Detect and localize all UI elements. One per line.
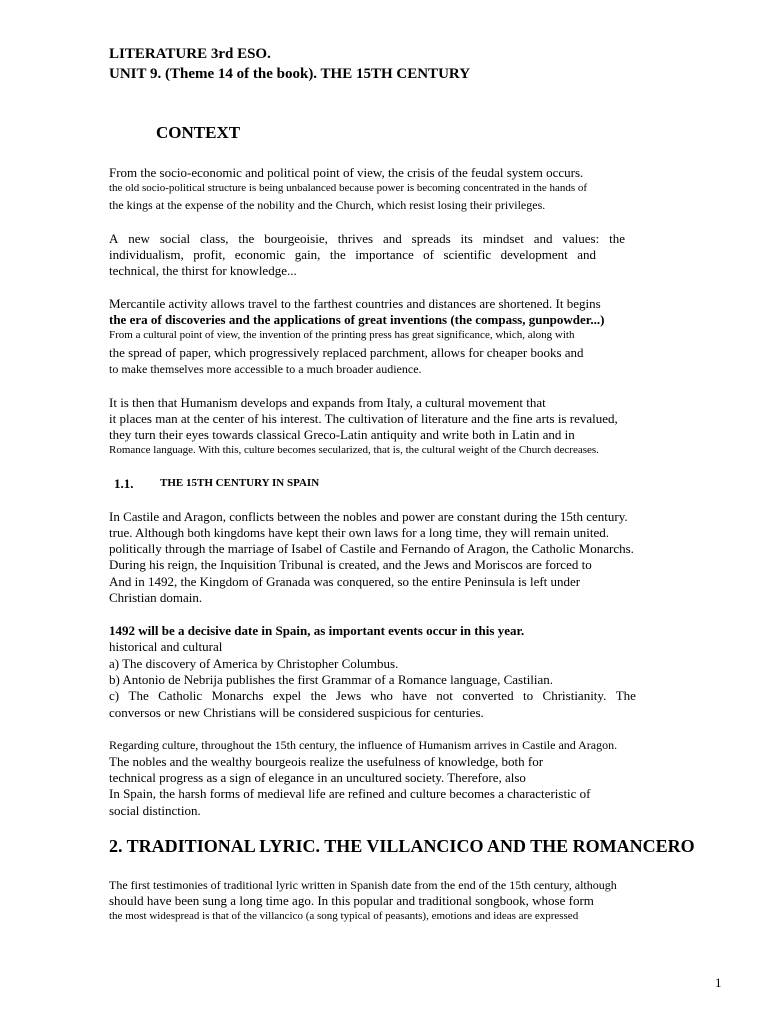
list-item: b) Antonio de Nebrija publishes the first Grammar of a Romance language, Castilian.: [109, 672, 554, 687]
justified-line: individualism, profit, economic gain, the importance of scientific development and: [109, 247, 596, 262]
justified-line: A new social class, the bourgeoisie, thrives and spreads its mindset and values: the: [109, 231, 625, 246]
section-title: THE 15TH CENTURY IN SPAIN: [160, 477, 320, 489]
paragraph-line: conversos or new Christians will be considered suspicious for centuries.: [109, 705, 484, 720]
paragraph-line: Regarding culture, throughout the 15th century, the influence of Humanism arrives in Castile and Aragon.: [109, 738, 618, 752]
section-number: 1.1.: [114, 476, 134, 491]
paragraph-line: true. Although both kingdoms have kept their own laws for a long time, they will remain united.: [109, 525, 610, 540]
paragraph-line: the kings at the expense of the nobility and the Church, which resist losing their privileges.: [109, 198, 546, 212]
paragraph-line: The nobles and the wealthy bourgeois realize the usefulness of knowledge, both for: [109, 754, 544, 769]
paragraph-line: the spread of paper, which progressively replaced parchment, allows for cheaper books and: [109, 345, 584, 360]
paragraph-line: In Spain, the harsh forms of medieval life are refined and culture becomes a characteristic of: [109, 786, 591, 801]
paragraph-line: And in 1492, the Kingdom of Granada was conquered, so the entire Peninsula is left under: [109, 574, 581, 589]
paragraph-line-bold: 1492 will be a decisive date in Spain, as important events occur in this year.: [109, 623, 525, 638]
paragraph-line: The first testimonies of traditional lyric written in Spanish date from the end of the 15th century, although: [109, 878, 617, 892]
section-heading: 2. TRADITIONAL LYRIC. THE VILLANCICO AND THE ROMANCERO: [109, 836, 695, 856]
paragraph-line: they turn their eyes towards classical Greco-Latin antiquity and write both in Latin and in: [109, 427, 575, 442]
paragraph-line: In Castile and Aragon, conflicts between the nobles and power are constant during the 15th century.: [109, 509, 628, 524]
paragraph-line: it places man at the center of his interest. The cultivation of literature and the fine arts is revalued,: [109, 411, 618, 426]
unit-title: UNIT 9. (Theme 14 of the book). THE 15TH CENTURY: [109, 66, 471, 82]
paragraph-line: Christian domain.: [109, 590, 203, 605]
paragraph-line: technical progress as a sign of elegance in an uncultured society. Therefore, also: [109, 770, 526, 785]
paragraph-line: Mercantile activity allows travel to the farthest countries and distances are shortened. It begins: [109, 296, 601, 311]
paragraph-line: During his reign, the Inquisition Tribunal is created, and the Jews and Moriscos are forced to: [109, 557, 592, 572]
paragraph-line: social distinction.: [109, 803, 201, 818]
paragraph-line-bold: the era of discoveries and the applications of great inventions (the compass, gunpowder...): [109, 312, 605, 327]
paragraph-line: historical and cultural: [109, 639, 223, 654]
paragraph-line: the most widespread is that of the villancico (a song typical of peasants), emotions and ideas are expressed: [109, 910, 579, 922]
paragraph-line: From a cultural point of view, the invention of the printing press has great significance, which, along with: [109, 329, 575, 341]
paragraph-line: technical, the thirst for knowledge...: [109, 263, 297, 278]
paragraph-line: It is then that Humanism develops and expands from Italy, a cultural movement that: [109, 395, 546, 410]
paragraph-line: should have been sung a long time ago. In this popular and traditional songbook, whose form: [109, 893, 594, 908]
paragraph-line: to make themselves more accessible to a much broader audience.: [109, 362, 422, 376]
paragraph-line: politically through the marriage of Isabel of Castile and Fernando of Aragon, the Catholic Monarchs.: [109, 541, 634, 556]
list-item: a) The discovery of America by Christopher Columbus.: [109, 656, 399, 671]
paragraph-line: Romance language. With this, culture becomes secularized, that is, the cultural weight of the Church decreases.: [109, 444, 599, 456]
context-heading: CONTEXT: [156, 123, 241, 142]
document-title: LITERATURE 3rd ESO.: [109, 46, 271, 62]
justified-line: c) The Catholic Monarchs expel the Jews who have not converted to Christianity. The: [109, 688, 636, 703]
paragraph-line: the old socio-political structure is being unbalanced because power is becoming concentrated in the hands of: [109, 182, 588, 194]
paragraph-line: From the socio-economic and political point of view, the crisis of the feudal system occurs.: [109, 165, 584, 180]
page-number: 1: [715, 975, 722, 990]
